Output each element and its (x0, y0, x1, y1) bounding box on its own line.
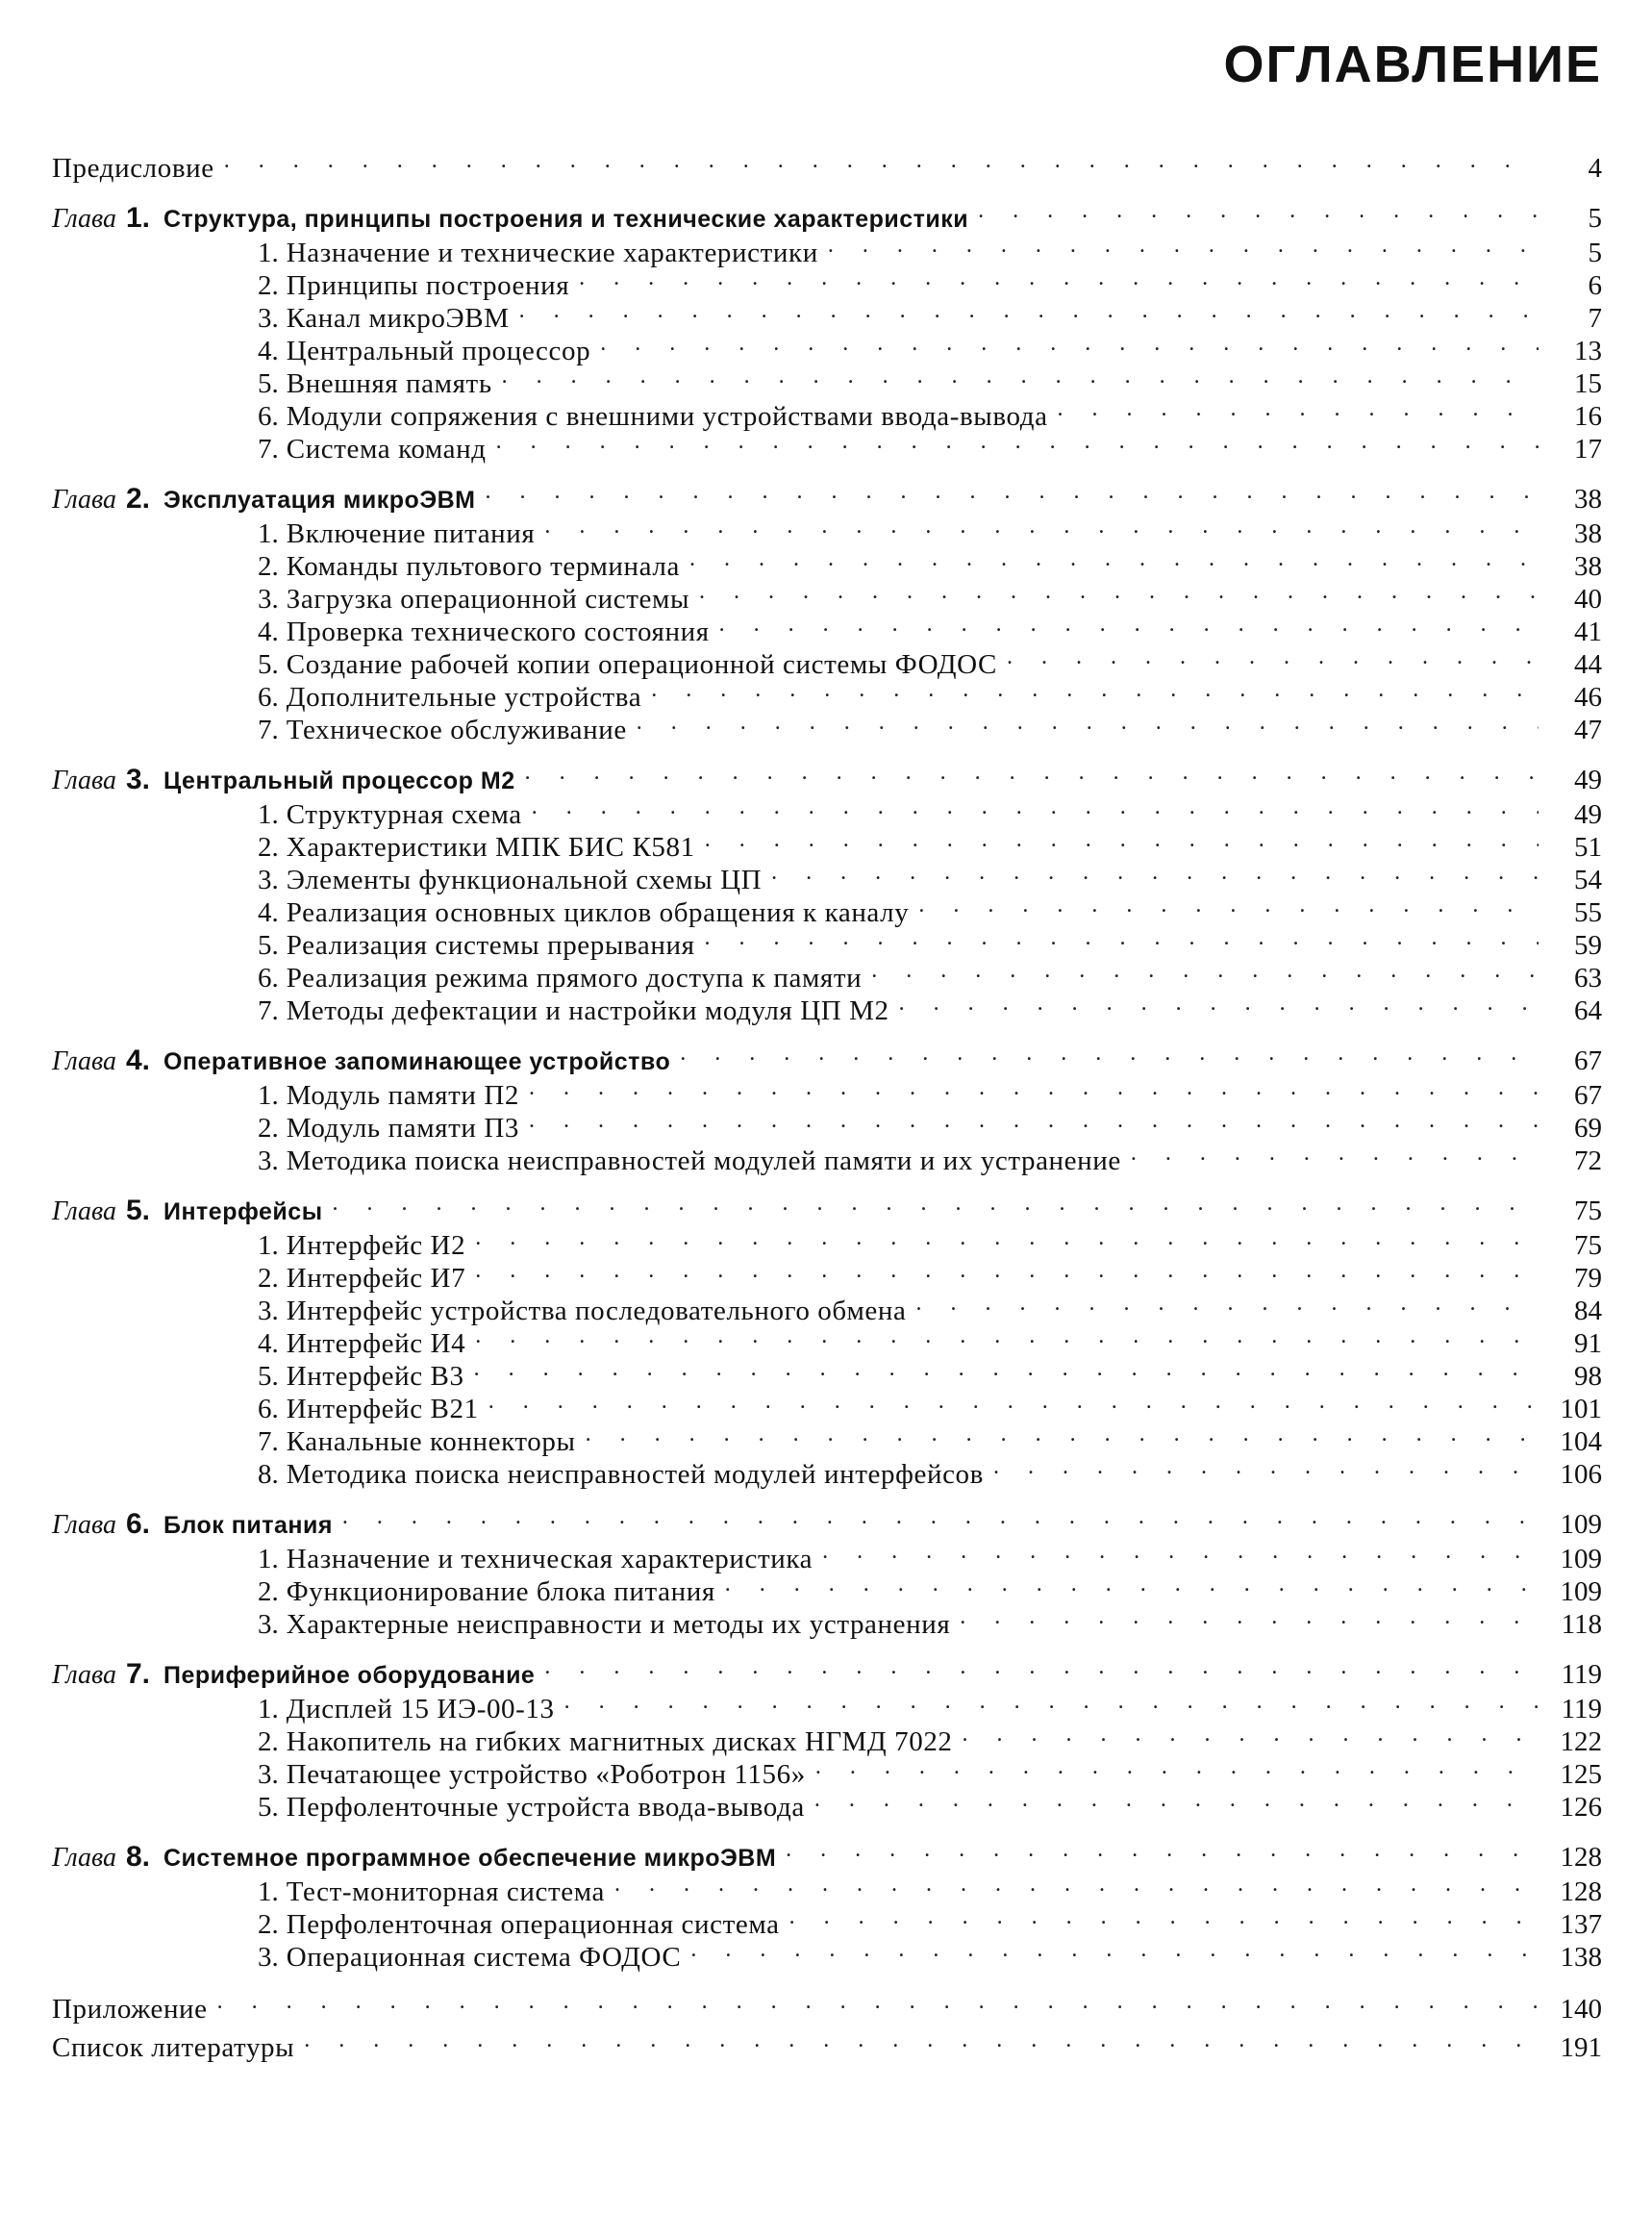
dot-leader (686, 542, 1539, 575)
section-title: Методика поиска неисправностей модулей интерфейсов (286, 1459, 984, 1490)
dot-leader (687, 1933, 1539, 1966)
page-number: 59 (1546, 929, 1602, 962)
chapter-word: Глава (52, 1660, 116, 1690)
section-title: Канал микроЭВМ (286, 303, 510, 334)
toc-chapter-row[interactable] (52, 1187, 1602, 1226)
chapter-title: Центральный процессор М2 (163, 768, 515, 794)
dot-leader (914, 889, 1539, 921)
toc-chapter-row[interactable] (52, 1833, 1602, 1873)
page-number: 79 (1546, 1262, 1602, 1295)
table-of-contents (52, 144, 1602, 2063)
dot-leader (220, 144, 1539, 177)
section-title: Включение питания (286, 518, 536, 549)
section-title: Канальные коннекторы (286, 1426, 576, 1457)
section-title: Интерфейс В21 (286, 1394, 479, 1424)
section-number: 1. (258, 1544, 279, 1574)
section-title: Характеристики МПК БИС К581 (286, 832, 695, 863)
page-number: 128 (1546, 1841, 1602, 1874)
section-number: 3. (258, 1145, 279, 1176)
references-label: Список литературы (52, 2032, 295, 2063)
section-number: 6. (258, 1394, 279, 1424)
section-number: 1. (258, 1694, 279, 1724)
section-title: Методы дефектации и настройки модуля ЦП М2 (286, 995, 889, 1026)
page-number: 63 (1546, 962, 1602, 994)
page-number: 118 (1546, 1608, 1602, 1641)
section-number: 2. (258, 551, 279, 582)
chapter-number: 6. (125, 1508, 150, 1540)
toc-chapter-row[interactable] (52, 1037, 1602, 1076)
page-number: 84 (1546, 1295, 1602, 1327)
section-number: 7. (258, 995, 279, 1026)
page-number: 98 (1546, 1360, 1602, 1393)
page-number: 138 (1546, 1941, 1602, 1974)
page-number: 109 (1546, 1508, 1602, 1541)
dot-leader (895, 987, 1539, 1019)
chapter-number: 5. (125, 1195, 150, 1226)
section-title: Реализация основных циклов обращения к каналу (286, 897, 910, 928)
page-number: 51 (1546, 831, 1602, 864)
dot-leader (1127, 1137, 1539, 1170)
page-number: 91 (1546, 1327, 1602, 1360)
page-number: 119 (1546, 1658, 1602, 1691)
dot-leader (470, 1352, 1539, 1385)
page-number: 49 (1546, 798, 1602, 831)
dot-leader (525, 1104, 1539, 1137)
chapter-word: Глава (52, 1510, 116, 1540)
dot-leader (959, 1718, 1539, 1750)
preface-label: Предисловие (52, 153, 214, 184)
section-title: Структурная схема (286, 799, 522, 830)
section-title: Интерфейс И4 (286, 1328, 466, 1359)
section-number: 8. (258, 1459, 279, 1490)
chapter-number: 7. (125, 1658, 150, 1690)
section-title: Интерфейс В3 (286, 1361, 464, 1392)
section-title: Накопитель на гибких магнитных дисках НГМД 7022 (286, 1726, 953, 1757)
section-number: 3. (258, 303, 279, 334)
dot-leader (582, 1418, 1539, 1450)
section-title: Центральный процессор (286, 336, 591, 366)
section-title: Назначение и технические характеристики (286, 238, 818, 268)
page-number: 109 (1546, 1575, 1602, 1608)
dot-leader (1003, 641, 1539, 673)
section-number: 1. (258, 1876, 279, 1907)
section-number: 3. (258, 1759, 279, 1790)
chapter-word: Глава (52, 1843, 116, 1873)
page-number: 40 (1546, 583, 1602, 616)
dot-leader (818, 1535, 1539, 1568)
section-number: 4. (258, 897, 279, 928)
page-number: 104 (1546, 1425, 1602, 1458)
section-title: Проверка технического состояния (286, 617, 710, 647)
section-title: Назначение и техническая характеристика (286, 1544, 813, 1574)
dot-leader (525, 1071, 1539, 1104)
section-number: 5. (258, 368, 279, 399)
page-number: 67 (1546, 1044, 1602, 1077)
page-number: 64 (1546, 994, 1602, 1027)
page-number: 41 (1546, 616, 1602, 648)
page-number: 6 (1546, 269, 1602, 302)
section-number: 4. (258, 1328, 279, 1359)
chapter-title: Блок питания (163, 1512, 333, 1539)
dot-leader (300, 2024, 1539, 2056)
section-number: 6. (258, 682, 279, 713)
page-number: 72 (1546, 1145, 1602, 1177)
section-number: 2. (258, 270, 279, 301)
page-number: 128 (1546, 1875, 1602, 1908)
dot-leader (540, 1650, 1539, 1683)
section-title: Методика поиска неисправностей модулей памяти и их устранение (286, 1145, 1121, 1176)
dot-leader (515, 294, 1539, 327)
page-number: 119 (1546, 1693, 1602, 1725)
section-title: Загрузка операционной системы (286, 584, 690, 615)
section-title: Тест-мониторная система (286, 1876, 605, 1907)
section-number: 5. (258, 930, 279, 961)
section-number: 2. (258, 1113, 279, 1144)
section-number: 6. (258, 963, 279, 994)
page-number: 126 (1546, 1791, 1602, 1824)
toc-entry-appendix[interactable] (52, 1985, 1602, 2025)
toc-chapter-row[interactable] (52, 1500, 1602, 1540)
section-number: 2. (258, 1576, 279, 1607)
chapter-word: Глава (52, 204, 116, 234)
appendix-label: Приложение (52, 1994, 208, 2025)
page-number: 46 (1546, 681, 1602, 714)
dot-leader (956, 1600, 1539, 1633)
dot-leader (329, 1187, 1539, 1220)
section-title: Техническое обслуживание (286, 715, 627, 745)
section-title: Печатающее устройство «Роботрон 1156» (286, 1759, 806, 1790)
section-number: 7. (258, 715, 279, 745)
dot-leader (498, 360, 1539, 392)
chapter-title: Периферийное оборудование (163, 1662, 536, 1689)
chapter-word: Глава (52, 1196, 116, 1226)
dot-leader (786, 1900, 1539, 1933)
dot-leader (471, 1254, 1539, 1287)
dot-leader (471, 1221, 1539, 1254)
section-number: 1. (258, 518, 279, 549)
section-number: 4. (258, 336, 279, 366)
page-number: 13 (1546, 335, 1602, 367)
page-number: 5 (1546, 237, 1602, 269)
section-title: Перфоленточные устройста ввода-вывода (286, 1792, 805, 1823)
page-number: 137 (1546, 1908, 1602, 1941)
page-number: 17 (1546, 433, 1602, 466)
chapter-word: Глава (52, 485, 116, 515)
section-number: 3. (258, 865, 279, 895)
page-number: 7 (1546, 302, 1602, 335)
section-number: 1. (258, 1080, 279, 1111)
section-title: Команды пультового терминала (286, 551, 680, 582)
page-number: 69 (1546, 1112, 1602, 1145)
page-number: 15 (1546, 367, 1602, 400)
section-number: 4. (258, 617, 279, 647)
dot-leader (485, 1385, 1539, 1418)
page-number: 47 (1546, 714, 1602, 746)
section-number: 2. (258, 1909, 279, 1940)
chapter-number: 2. (125, 483, 150, 515)
dot-leader (482, 475, 1539, 508)
chapter-title: Интерфейсы (163, 1198, 323, 1225)
chapter-word: Глава (52, 766, 116, 795)
page-number: 125 (1546, 1758, 1602, 1791)
section-title: Реализация режима прямого доступа к памяти (286, 963, 863, 994)
section-title: Создание рабочей копии операционной системы ФОДОС (286, 649, 997, 680)
page-number: 54 (1546, 864, 1602, 896)
section-number: 1. (258, 238, 279, 268)
page-number: 75 (1546, 1195, 1602, 1227)
dot-leader (715, 608, 1539, 641)
page-number: 122 (1546, 1725, 1602, 1758)
dot-leader (695, 575, 1539, 608)
page-number: 67 (1546, 1079, 1602, 1112)
chapter-title: Оперативное запоминающее устройство (163, 1048, 671, 1075)
section-title: Дисплей 15 ИЭ-00-13 (286, 1694, 555, 1724)
dot-leader (767, 856, 1539, 889)
page-number: 101 (1546, 1393, 1602, 1425)
section-title: Модули сопряжения с внешними устройствами ввода-вывода (286, 401, 1048, 432)
section-number: 2. (258, 1263, 279, 1294)
dot-leader (676, 1037, 1539, 1070)
section-number: 1. (258, 1230, 279, 1261)
section-number: 7. (258, 434, 279, 465)
page-number: 140 (1546, 1993, 1602, 2026)
dot-leader (528, 791, 1539, 823)
section-title: Элементы функциональной схемы ЦП (286, 865, 763, 895)
section-number: 3. (258, 1942, 279, 1973)
section-title: Внешняя память (286, 368, 492, 399)
section-title: Интерфейс И2 (286, 1230, 466, 1261)
page-number: 38 (1546, 517, 1602, 550)
chapter-title: Эксплуатация микроЭВМ (163, 487, 476, 514)
chapter-number: 3. (125, 764, 150, 795)
dot-leader (1054, 392, 1539, 425)
chapter-number: 1. (125, 202, 150, 234)
page-title: ОГЛАВЛЕНИЕ (1223, 36, 1602, 93)
section-title: Система команд (286, 434, 487, 465)
section-number: 3. (258, 584, 279, 615)
dot-leader (213, 1985, 1539, 2018)
section-title: Интерфейс устройства последовательного обмена (286, 1296, 907, 1326)
section-title: Операционная система ФОДОС (286, 1942, 682, 1973)
section-number: 6. (258, 401, 279, 432)
section-title: Перфоленточная операционная система (286, 1909, 780, 1940)
section-title: Модуль памяти П3 (286, 1113, 519, 1144)
dot-leader (721, 1568, 1539, 1600)
chapter-number: 8. (125, 1841, 150, 1873)
page-number: 38 (1546, 483, 1602, 516)
section-number: 5. (258, 1792, 279, 1823)
dot-leader (633, 706, 1539, 739)
page-number: 191 (1546, 2031, 1602, 2064)
section-title: Дополнительные устройства (286, 682, 642, 713)
toc-chapter-row[interactable] (52, 1650, 1602, 1690)
dot-leader (811, 1783, 1539, 1816)
dot-leader (867, 954, 1539, 987)
section-title: Интерфейс И7 (286, 1263, 466, 1294)
toc-chapter-row[interactable] (52, 475, 1602, 515)
toc-entry-preface[interactable] (52, 144, 1602, 184)
section-number: 3. (258, 1296, 279, 1326)
page-number: 109 (1546, 1543, 1602, 1575)
section-number: 2. (258, 832, 279, 863)
page-number: 106 (1546, 1458, 1602, 1491)
dot-leader (782, 1833, 1539, 1866)
chapter-word: Глава (52, 1046, 116, 1076)
section-number: 2. (258, 1726, 279, 1757)
dot-leader (540, 510, 1539, 542)
page-number: 4 (1546, 152, 1602, 185)
dot-leader (974, 194, 1539, 227)
dot-leader (338, 1500, 1539, 1533)
section-number: 1. (258, 799, 279, 830)
section-title: Принципы построения (286, 270, 570, 301)
section-number: 5. (258, 1361, 279, 1392)
toc-entry-references[interactable] (52, 2024, 1602, 2063)
toc-chapter-row[interactable] (52, 194, 1602, 234)
page-number: 5 (1546, 202, 1602, 235)
section-title: Модуль памяти П2 (286, 1080, 519, 1111)
chapter-number: 4. (125, 1044, 150, 1076)
dot-leader (561, 1685, 1539, 1718)
dot-leader (596, 327, 1539, 360)
chapter-title: Структура, принципы построения и технические характеристики (163, 206, 969, 233)
section-number: 5. (258, 649, 279, 680)
dot-leader (701, 823, 1539, 856)
dot-leader (521, 756, 1539, 789)
page-number: 49 (1546, 764, 1602, 796)
page-number: 16 (1546, 400, 1602, 433)
toc-chapter-row[interactable] (52, 756, 1602, 795)
section-title: Функционирование блока питания (286, 1576, 715, 1607)
chapter-list (52, 194, 1602, 1973)
dot-leader (913, 1287, 1539, 1320)
chapter-title: Системное программное обеспечение микроЭВМ (163, 1845, 777, 1872)
page-number: 38 (1546, 550, 1602, 583)
page-number: 44 (1546, 648, 1602, 681)
section-title: Характерные неисправности и методы их устранения (286, 1609, 951, 1640)
section-number: 3. (258, 1609, 279, 1640)
page-number: 75 (1546, 1229, 1602, 1262)
dot-leader (989, 1450, 1539, 1483)
page-number: 55 (1546, 896, 1602, 929)
section-title: Реализация системы прерывания (286, 930, 695, 961)
section-number: 7. (258, 1426, 279, 1457)
